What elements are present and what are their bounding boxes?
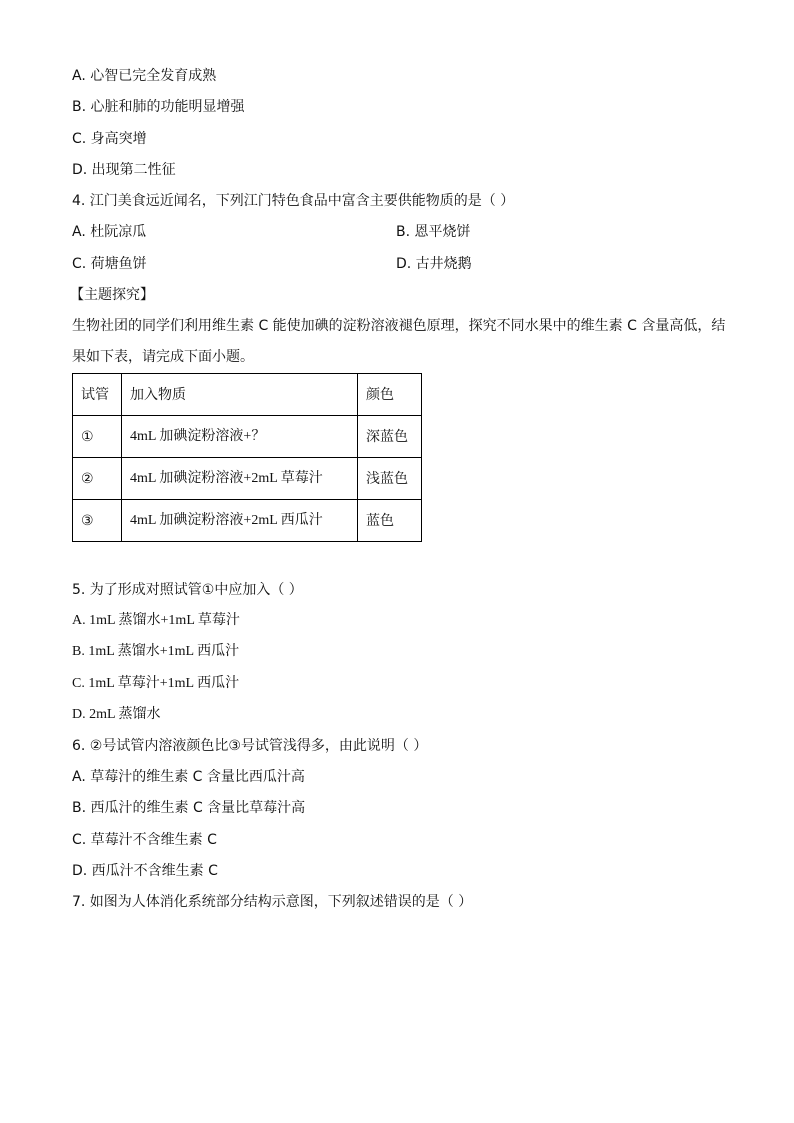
table-cell-tube: ②	[73, 458, 122, 500]
q4-option-c: C. 荷塘鱼饼	[72, 256, 147, 272]
table-cell-tube: ③	[73, 500, 122, 542]
q6-option-b: B. 西瓜汁的维生素 C 含量比草莓汁高	[72, 800, 306, 816]
table-row	[73, 500, 422, 542]
q6-stem: 6. ②号试管内溶液颜色比③号试管浅得多，由此说明（ ）	[72, 738, 428, 754]
section-heading: 【主题探究】	[70, 287, 154, 303]
q6-option-a: A. 草莓汁的维生素 C 含量比西瓜汁高	[72, 769, 305, 785]
q5-option-d: D. 2mL 蒸馏水	[72, 707, 161, 722]
q7-stem: 7. 如图为人体消化系统部分结构示意图，下列叙述错误的是（ ）	[72, 894, 473, 910]
table-cell-substance: 4mL 加碘淀粉溶液+2mL 草莓汁	[122, 458, 358, 500]
table-cell-substance: 4mL 加碘淀粉溶液+？	[122, 416, 358, 458]
section-intro-line-2: 果如下表，请完成下面小题。	[72, 349, 254, 365]
q5-option-b: B. 1mL 蒸馏水+1mL 西瓜汁	[72, 644, 240, 659]
table-cell-color: 蓝色	[358, 500, 422, 542]
table-header-cell: 加入物质	[122, 374, 358, 416]
q5-option-c: C. 1mL 草莓汁+1mL 西瓜汁	[72, 676, 240, 691]
table-header-cell: 颜色	[358, 374, 422, 416]
q4-option-a: A. 杜阮凉瓜	[72, 224, 147, 240]
q4-stem: 4. 江门美食远近闻名，下列江门特色食品中富含主要供能物质的是（ ）	[72, 193, 515, 209]
table-header-row	[73, 374, 422, 416]
q6-option-c: C. 草莓汁不含维生素 C	[72, 832, 217, 848]
table-cell-color: 深蓝色	[358, 416, 422, 458]
q4-option-b: B. 恩平烧饼	[396, 224, 471, 240]
q3-option-c: C. 身高突增	[72, 131, 147, 147]
q5-stem: 5. 为了形成对照试管①中应加入（ ）	[72, 582, 303, 598]
q3-option-d: D. 出现第二性征	[72, 162, 176, 178]
experiment-table	[72, 373, 422, 542]
table-row	[73, 458, 422, 500]
table-header-cell: 试管	[73, 374, 122, 416]
table-cell-substance: 4mL 加碘淀粉溶液+2mL 西瓜汁	[122, 500, 358, 542]
q4-option-d: D. 古井烧鹅	[396, 256, 472, 272]
q3-option-b: B. 心脏和肺的功能明显增强	[72, 99, 245, 115]
q6-option-d: D. 西瓜汁不含维生素 C	[72, 863, 218, 879]
table-cell-tube: ①	[73, 416, 122, 458]
q5-option-a: A. 1mL 蒸馏水+1mL 草莓汁	[72, 613, 240, 628]
q3-option-a: A. 心智已完全发育成熟	[72, 68, 217, 84]
table-cell-color: 浅蓝色	[358, 458, 422, 500]
section-intro-line-1: 生物社团的同学们利用维生素 C 能使加碘的淀粉溶液褪色原理，探究不同水果中的维生素 C 含量高低，结	[72, 318, 726, 334]
table-row	[73, 416, 422, 458]
